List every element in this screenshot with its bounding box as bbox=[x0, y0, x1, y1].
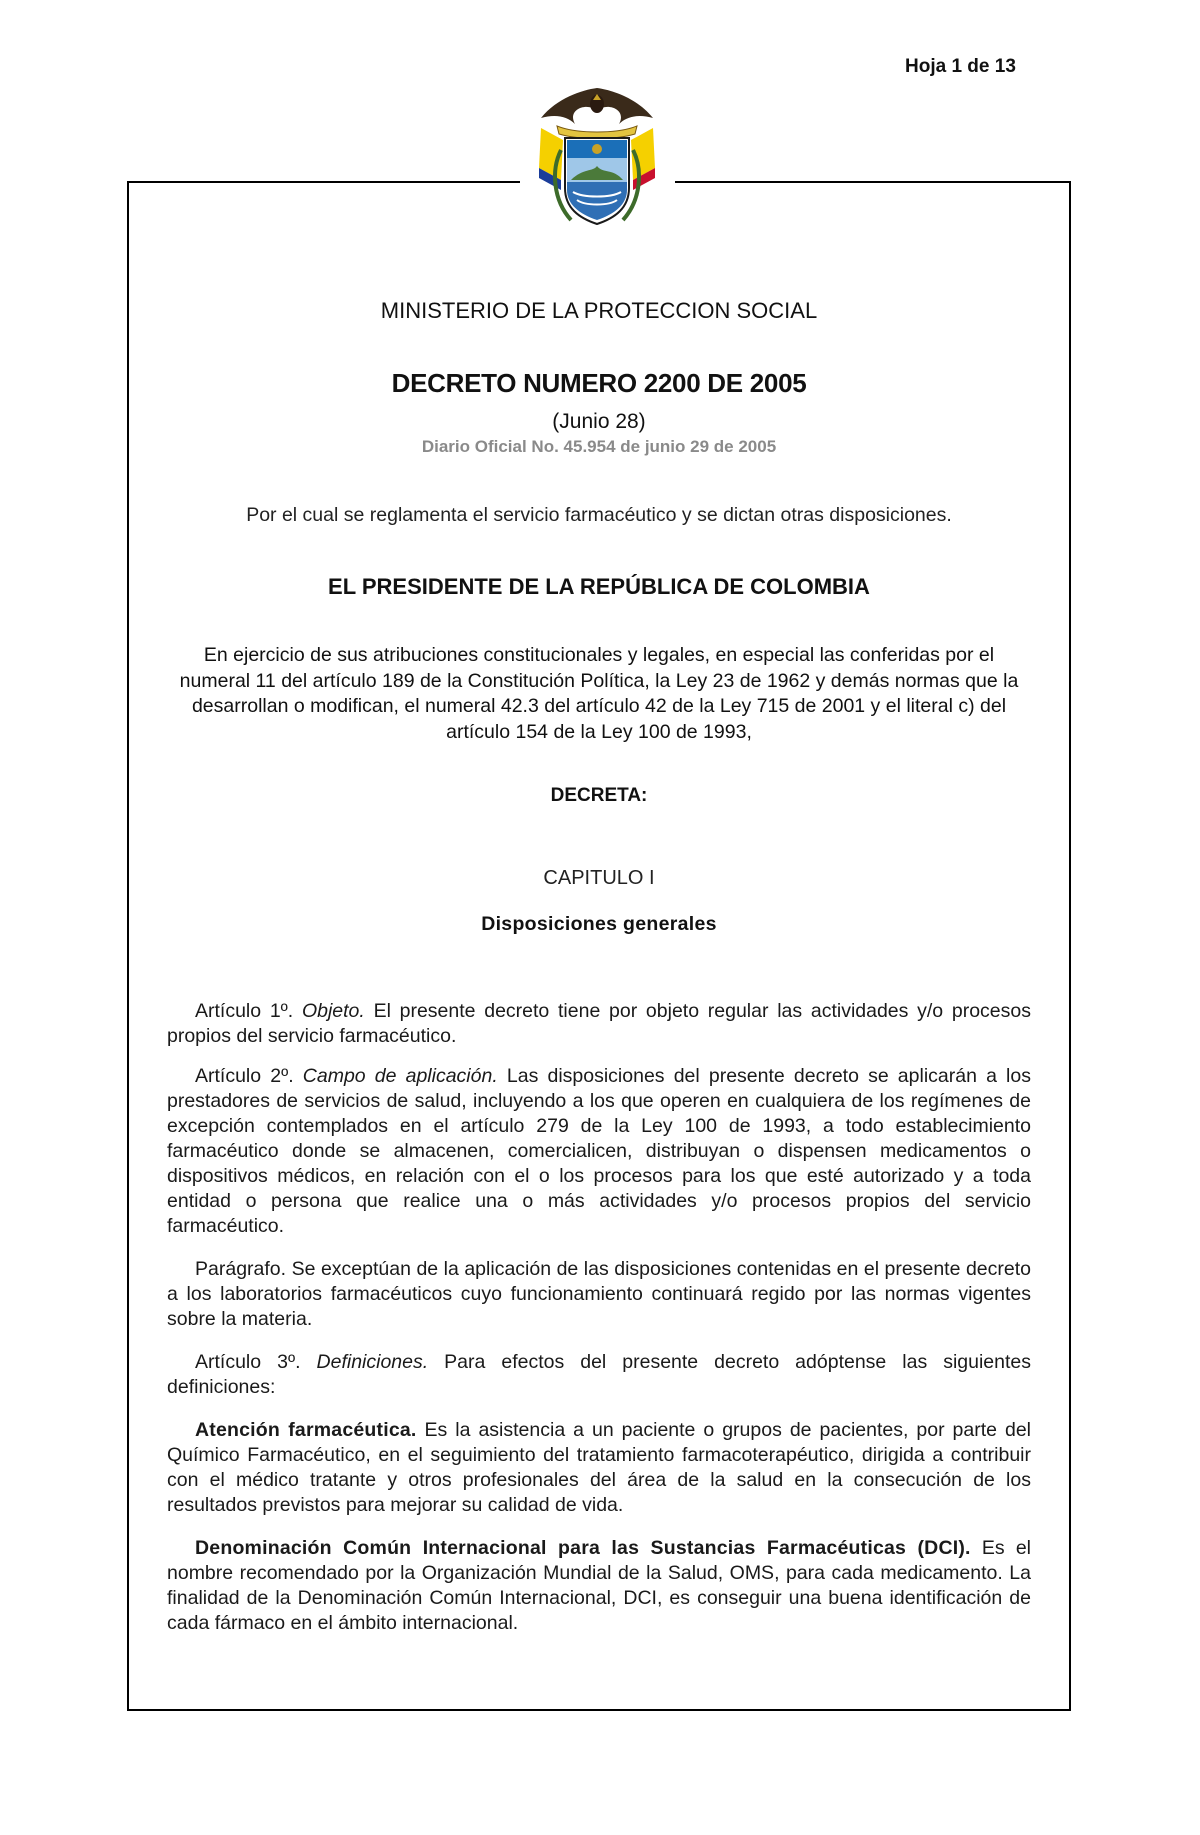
article-3 bbox=[167, 1350, 1031, 1400]
decree-purpose: Por el cual se reglamenta el servicio farmacéutico y se dictan otras disposiciones. bbox=[246, 504, 952, 526]
definition-term: Denominación Común Internacional para las Sustancias Farmacéuticas (DCI). bbox=[195, 1537, 971, 1559]
article-2-title: Campo de aplicación. bbox=[302, 1065, 498, 1087]
legal-basis-paragraph: En ejercicio de sus atribuciones constitucionales y legales, en especial las conferidas por el numeral 11 del artículo 189 de la Constitución Política, la Ley 23 de 1962 y demás normas que la desarrollan o modifican, el numeral 42.3 del artículo 42 de la Ley 715 de 2001 y el literal c) del artículo 154 de la Ley 100 de 1993, bbox=[179, 644, 1019, 743]
ministry-name: MINISTERIO DE LA PROTECCION SOCIAL bbox=[380, 298, 818, 323]
definition-text: Es la asistencia a un paciente o grupos de pacientes, por parte del Químico Farmacéutico, en el seguimiento del tratamiento farmacoterapéutico, dirigida a contribuir con el médico tratante y otros profesionales del área de la salud en la consecución de los resultados previstos para mejorar su calidad de vida. bbox=[167, 1419, 1032, 1516]
page-number: Hoja 1 de 13 bbox=[905, 56, 1016, 77]
gazette-reference: Diario Oficial No. 45.954 de junio 29 de 2005 bbox=[421, 437, 777, 456]
definition-atencion-farmaceutica bbox=[167, 1418, 1031, 1518]
article-1-text: El presente decreto tiene por objeto regular las actividades y/o procesos propios del servicio farmacéutico. bbox=[167, 1000, 1031, 1047]
article-2-text: Las disposiciones del presente decreto se aplicarán a los prestadores de servicios de salud, incluyendo a los que operen en cualquiera de los regímenes de excepción contemplados en el artículo 279 de la Ley 100 de 1993, a todo establecimiento farmacéutico donde se almacenen, comercialicen, distribuyan o dispensen medicamentos o dispositivos médicos, en relación con el o los procesos para los que esté autorizado y a toda entidad o persona que realice una o más actividades y/o procesos propios del servicio farmacéutico. bbox=[167, 1065, 1031, 1237]
definition-dci bbox=[167, 1536, 1031, 1636]
article-2 bbox=[167, 1064, 1031, 1239]
definition-text: Es el nombre recomendado por la Organización Mundial de la Salud, OMS, para cada medicamento. La finalidad de la Denominación Común Internacional, DCI, es conseguir una buena identificación de cada fármaco en el ámbito internacional. bbox=[167, 1537, 1032, 1634]
issuer-heading: EL PRESIDENTE DE LA REPÚBLICA DE COLOMBIA bbox=[328, 574, 870, 599]
decreta-heading: DECRETA: bbox=[550, 785, 648, 806]
decree-title: DECRETO NUMERO 2200 DE 2005 bbox=[391, 368, 807, 398]
chapter-title: Disposiciones generales bbox=[481, 913, 717, 935]
article-1-title: Objeto. bbox=[301, 1000, 365, 1022]
article-3-title: Definiciones. bbox=[316, 1351, 429, 1373]
colombia-coat-of-arms-icon bbox=[527, 80, 667, 255]
article-2-paragraph bbox=[167, 1257, 1031, 1332]
document-body bbox=[167, 999, 1031, 1654]
paragraph-text: Parágrafo. Se exceptúan de la aplicación de las disposiciones contenidas en el presente decreto a los laboratorios farmacéuticos cuyo funcionamiento continuará regido por las normas vigentes sobre la materia. bbox=[167, 1258, 1031, 1330]
chapter-heading: CAPITULO I bbox=[543, 867, 655, 889]
article-2-label: Artículo 2º. bbox=[195, 1065, 294, 1087]
article-1-label: Artículo 1º. bbox=[195, 1000, 294, 1022]
article-3-label: Artículo 3º. bbox=[195, 1351, 301, 1373]
decree-date: (Junio 28) bbox=[552, 410, 646, 433]
article-1 bbox=[167, 999, 1031, 1049]
article-3-text: Para efectos del presente decreto adóptense las siguientes definiciones: bbox=[167, 1351, 1032, 1398]
definition-term: Atención farmacéutica. bbox=[195, 1419, 417, 1441]
